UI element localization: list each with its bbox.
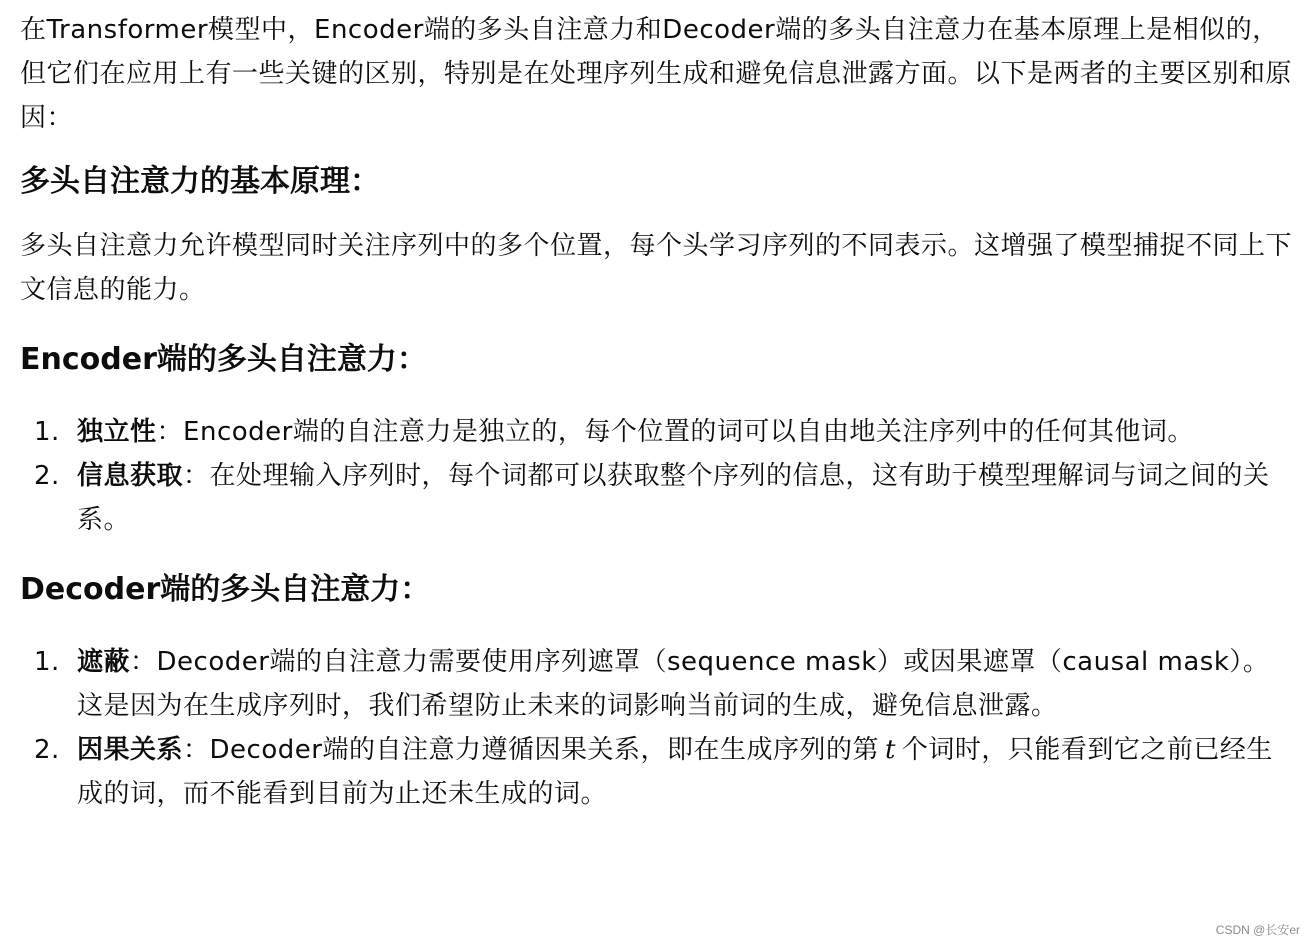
- article-content: [20, 8, 1292, 816]
- list-number: 1.: [34, 417, 60, 447]
- list-separator: ：: [130, 647, 157, 677]
- principle-heading: 多头自注意力的基本原理：: [20, 164, 380, 199]
- encoder-heading: Encoder端的多头自注意力：: [20, 342, 427, 377]
- list-text: Encoder端的自注意力是独立的，每个位置的词可以自由地关注序列中的任何其他词。: [183, 417, 1194, 447]
- decoder-list: [20, 640, 1292, 816]
- list-text: Decoder端的自注意力需要使用序列遮罩（sequence mask）或因果遮罩（causal mask）。这是因为在生成序列时，我们希望防止未来的词影响当前词的生成，避免信息泄露。: [77, 647, 1270, 721]
- list-number: 2.: [34, 461, 60, 491]
- list-item: [20, 454, 1292, 542]
- list-item: [20, 410, 1292, 454]
- list-text: 在处理输入序列时，每个词都可以获取整个序列的信息，这有助于模型理解词与词之间的关系。: [77, 461, 1270, 535]
- list-number: 1.: [34, 647, 60, 677]
- list-item: [20, 728, 1292, 816]
- list-separator: ：: [156, 417, 184, 447]
- list-term: 因果关系: [77, 735, 184, 765]
- list-term: 遮蔽: [77, 647, 131, 677]
- list-term: 信息获取: [77, 461, 184, 491]
- list-text-before: Decoder端的自注意力遵循因果关系，即在生成序列的第: [209, 735, 879, 765]
- watermark: CSDN @长安er: [1215, 923, 1300, 937]
- encoder-list: [20, 410, 1292, 542]
- principle-paragraph: 多头自注意力允许模型同时关注序列中的多个位置，每个头学习序列的不同表示。这增强了模型捕捉不同上下文信息的能力。: [20, 231, 1293, 305]
- intro-paragraph: 在Transformer模型中，Encoder端的多头自注意力和Decoder端的多头自注意力在基本原理上是相似的，但它们在应用上有一些关键的区别，特别是在处理序列生成和避免信息泄露方面。以下是两者的主要区别和原因：: [20, 15, 1293, 133]
- list-term: 独立性: [77, 417, 157, 447]
- decoder-heading: Decoder端的多头自注意力：: [20, 572, 431, 607]
- math-variable: t: [884, 735, 896, 765]
- list-separator: ：: [183, 461, 210, 491]
- list-separator: ：: [183, 735, 210, 765]
- list-text-after: 个词时，只能看到它之前已经生成的词，而不能看到目前为止还未生成的词。: [77, 735, 1273, 809]
- list-item: [20, 640, 1292, 728]
- list-number: 2.: [34, 735, 60, 765]
